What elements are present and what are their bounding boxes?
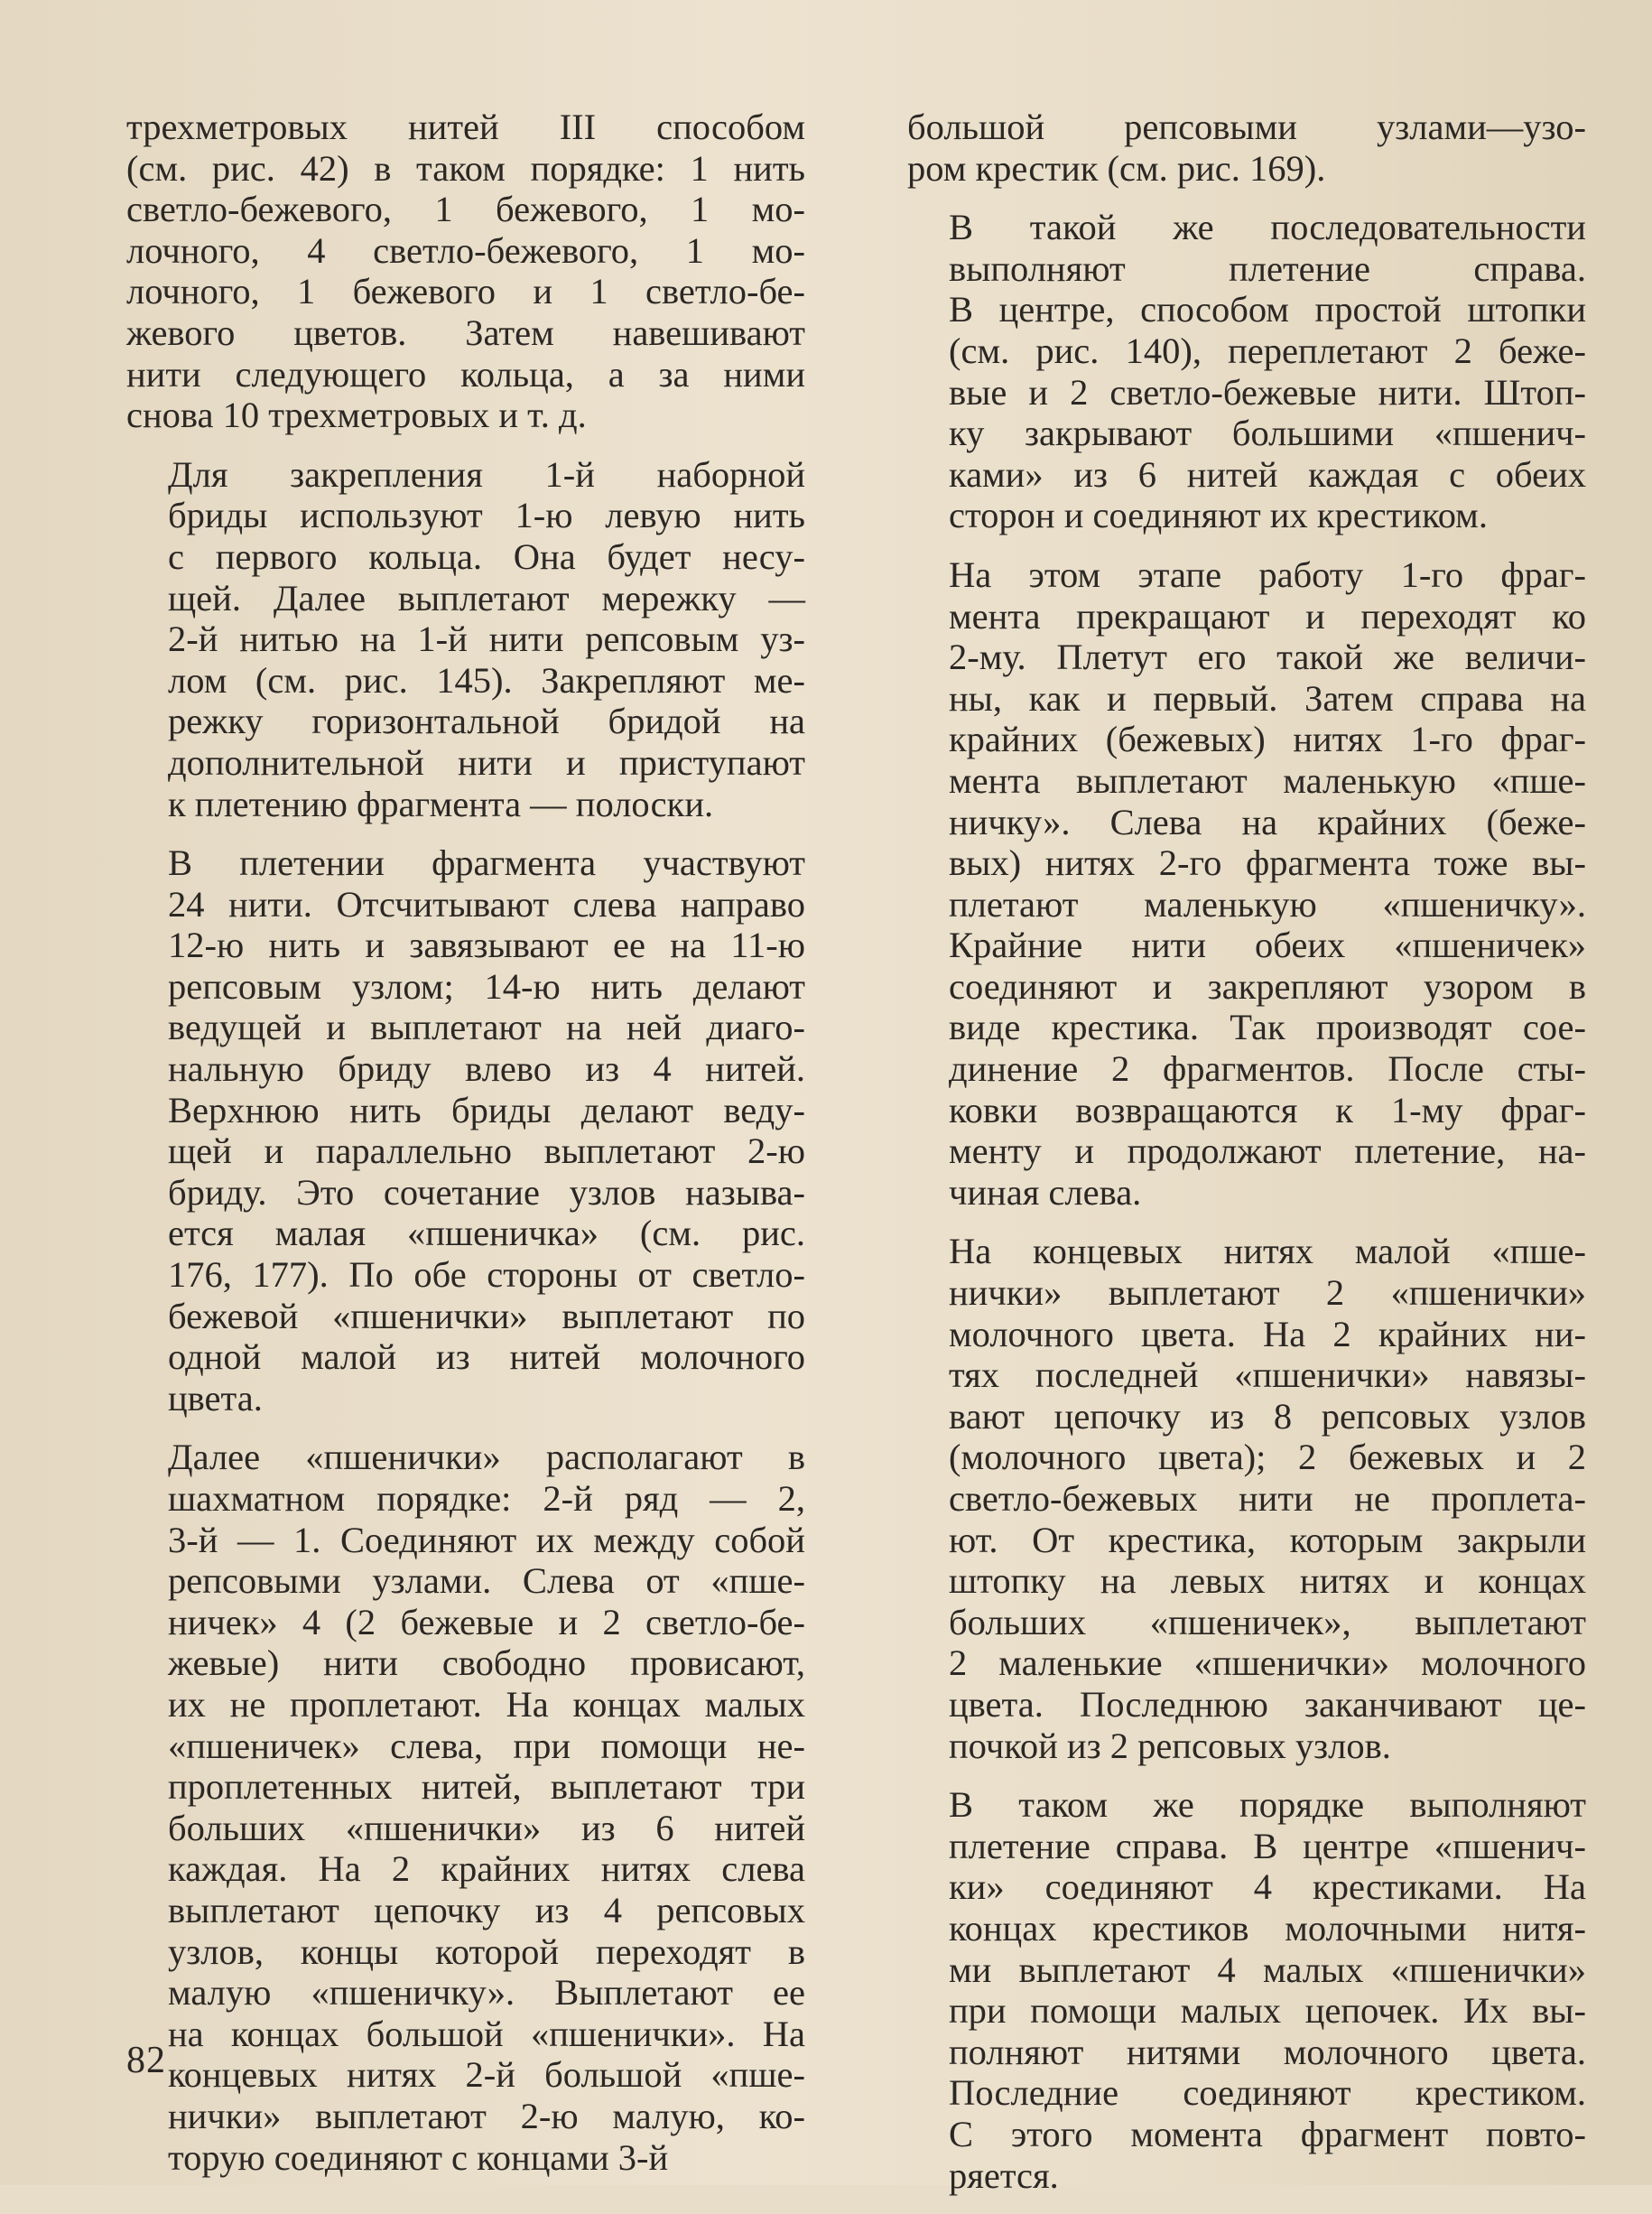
text-line: концевых нитях 2-й большой «пше- bbox=[168, 2054, 805, 2096]
text-line: больших «пшеничек», выплетают bbox=[949, 1601, 1586, 1642]
text-line: ведущей и выплетают на ней диаго- bbox=[168, 1007, 805, 1048]
text-line: дополнительной нити и приступают bbox=[168, 741, 805, 783]
text-line: ми выплетают 4 малых «пшенички» bbox=[949, 1949, 1586, 1990]
text-line: проплетенных нитей, выплетают три bbox=[168, 1766, 805, 1808]
text-line: ром крестик (см. рис. 169). bbox=[907, 147, 1326, 189]
text-line: жевые) нити свободно провисают, bbox=[168, 1642, 805, 1684]
text-line: ковки возвращаются к 1-му фраг- bbox=[949, 1089, 1586, 1130]
text-line: каждая. На 2 крайних нитях слева bbox=[168, 1848, 805, 1890]
text-line: «пшеничек» слева, при помощи не- bbox=[168, 1725, 805, 1766]
text-line: светло-бежевого, 1 бежевого, 1 мо- bbox=[126, 189, 805, 230]
text-line: узлов, концы которой переходят в bbox=[168, 1930, 805, 1972]
text-line: полняют нитями молочного цвета. bbox=[949, 2031, 1586, 2072]
text-line: ют. От крестика, которым закрыли bbox=[949, 1519, 1586, 1560]
text-line: нити следующего кольца, а за ними bbox=[126, 353, 805, 395]
text-line: мента прекращают и переходят ко bbox=[949, 595, 1586, 637]
text-line: сторон и соединяют их крестиком. bbox=[949, 495, 1488, 536]
paragraph bbox=[907, 207, 1586, 536]
text-line: ничку». Слева на крайних (беже- bbox=[949, 801, 1586, 842]
text-line: щей. Далее выплетают мережку — bbox=[168, 577, 805, 619]
text-line: штопку на левых нитях и концах bbox=[949, 1560, 1586, 1602]
text-line: одной малой из нитей молочного bbox=[168, 1336, 805, 1378]
text-line: нички» выплетают 2-ю малую, ко- bbox=[168, 2095, 805, 2136]
text-line: жевого цветов. Затем навешивают bbox=[126, 312, 805, 353]
text-line: Для закрепления 1-й наборной bbox=[168, 453, 805, 495]
text-line: режку горизонтальной бридой на bbox=[168, 701, 805, 742]
paragraph bbox=[126, 107, 805, 436]
paragraph bbox=[907, 554, 1586, 1214]
text-line: бриду. Это сочетание узлов называ- bbox=[168, 1171, 805, 1213]
text-line: 3-й — 1. Соединяют их между собой bbox=[168, 1519, 805, 1560]
text-line: торую соединяют с концами 3-й bbox=[168, 2136, 669, 2178]
text-line: снова 10 трехметровых и т. д. bbox=[126, 395, 587, 436]
text-line: лочного, 1 бежевого и 1 светло-бе- bbox=[126, 271, 805, 312]
text-line: (молочного цвета); 2 бежевых и 2 bbox=[949, 1437, 1586, 1478]
text-line: 176, 177). По обе стороны от светло- bbox=[168, 1254, 805, 1296]
text-line: выплетают цепочку из 4 репсовых bbox=[168, 1889, 805, 1930]
text-line: 24 нити. Отсчитывают слева направо bbox=[168, 883, 805, 925]
text-line: больших «пшенички» из 6 нитей bbox=[168, 1807, 805, 1848]
text-line: их не проплетают. На концах малых bbox=[168, 1683, 805, 1725]
text-line: крайних (бежевых) нитях 1-го фраг- bbox=[949, 719, 1586, 760]
text-line: плетение справа. В центре «пшенич- bbox=[949, 1825, 1586, 1866]
text-line: На этом этапе работу 1-го фраг- bbox=[949, 554, 1586, 595]
text-line: трехметровых нитей III способом bbox=[126, 107, 805, 147]
text-line: 2 маленькие «пшенички» молочного bbox=[949, 1642, 1586, 1684]
left-column bbox=[126, 107, 805, 2196]
text-line: 2-му. Плетут его такой же величи- bbox=[949, 637, 1586, 678]
text-line: бежевой «пшенички» выплетают по bbox=[168, 1295, 805, 1336]
text-line: Последние соединяют крестиком. bbox=[949, 2072, 1586, 2114]
paragraph bbox=[126, 1437, 805, 2178]
text-line: репсовыми узлами. Слева от «пше- bbox=[168, 1560, 805, 1602]
text-line: репсовым узлом; 14-ю нить делают bbox=[168, 965, 805, 1007]
text-line: ки» соединяют 4 крестиками. На bbox=[949, 1866, 1586, 1908]
text-line: ряется. bbox=[949, 2154, 1059, 2196]
text-line: ками» из 6 нитей каждая с обеих bbox=[949, 453, 1586, 495]
text-line: В плетении фрагмента участвуют bbox=[168, 842, 805, 884]
text-line: Верхнюю нить бриды делают веду- bbox=[168, 1089, 805, 1130]
text-line: тях последней «пшенички» навязы- bbox=[949, 1354, 1586, 1396]
text-line: (см. рис. 140), переплетают 2 беже- bbox=[949, 330, 1586, 371]
text-line: В таком же порядке выполняют bbox=[949, 1784, 1586, 1826]
text-line: Крайние нити обеих «пшеничек» bbox=[949, 925, 1586, 966]
text-line: лом (см. рис. 145). Закрепляют ме- bbox=[168, 659, 805, 701]
text-line: выполняют плетение справа. bbox=[949, 247, 1586, 289]
text-line: нальную бриду влево из 4 нитей. bbox=[168, 1048, 805, 1090]
text-line: вые и 2 светло-бежевые нити. Штоп- bbox=[949, 371, 1586, 413]
text-line: мента выплетают маленькую «пше- bbox=[949, 759, 1586, 801]
text-line: ку закрывают большими «пшенич- bbox=[949, 413, 1586, 454]
text-line: малую «пшеничку». Выплетают ее bbox=[168, 1972, 805, 2014]
text-line: ется малая «пшеничка» (см. рис. bbox=[168, 1213, 805, 1254]
text-line: 12-ю нить и завязывают ее на 11-ю bbox=[168, 925, 805, 966]
text-line: нички» выплетают 2 «пшенички» bbox=[949, 1272, 1586, 1314]
text-line: большой репсовыми узлами—узо- bbox=[907, 107, 1586, 147]
page-number: 82 bbox=[126, 2040, 166, 2081]
text-line: 2-й нитью на 1-й нити репсовым уз- bbox=[168, 619, 805, 660]
text-line: чиная слева. bbox=[949, 1171, 1142, 1213]
text-line: соединяют и закрепляют узором в bbox=[949, 965, 1586, 1007]
text-line: виде крестика. Так производят сое- bbox=[949, 1007, 1586, 1048]
text-line: С этого момента фрагмент повто- bbox=[949, 2113, 1586, 2154]
text-line: вых) нитях 2-го фрагмента тоже вы- bbox=[949, 842, 1586, 884]
text-line: при помощи малых цепочек. Их вы- bbox=[949, 1990, 1586, 2032]
text-line: бриды используют 1-ю левую нить bbox=[168, 495, 805, 536]
text-line: почкой из 2 репсовых узлов. bbox=[949, 1725, 1391, 1766]
right-column bbox=[907, 107, 1586, 2214]
text-line: В такой же последовательности bbox=[949, 207, 1586, 248]
paragraph bbox=[907, 1784, 1586, 2196]
text-line: лочного, 4 светло-бежевого, 1 мо- bbox=[126, 229, 805, 271]
text-line: ны, как и первый. Затем справа на bbox=[949, 677, 1586, 719]
paragraph bbox=[126, 454, 805, 824]
text-line: Далее «пшенички» располагают в bbox=[168, 1437, 805, 1478]
text-line: с первого кольца. Она будет несу- bbox=[168, 535, 805, 577]
paragraph bbox=[907, 1231, 1586, 1766]
text-line: плетают маленькую «пшеничку». bbox=[949, 883, 1586, 925]
text-line: к плетению фрагмента — полоски. bbox=[168, 783, 714, 824]
text-line: динение 2 фрагментов. После сты- bbox=[949, 1048, 1586, 1090]
text-line: менту и продолжают плетение, на- bbox=[949, 1130, 1586, 1172]
paragraph bbox=[907, 107, 1586, 189]
text-line: На концевых нитях малой «пше- bbox=[949, 1231, 1586, 1272]
text-line: шахматном порядке: 2-й ряд — 2, bbox=[168, 1478, 805, 1519]
text-line: (см. рис. 42) в таком порядке: 1 нить bbox=[126, 147, 805, 189]
text-line: В центре, способом простой штопки bbox=[949, 289, 1586, 330]
text-line: цвета. Последнюю заканчивают це- bbox=[949, 1683, 1586, 1725]
text-line: молочного цвета. На 2 крайних ни- bbox=[949, 1313, 1586, 1354]
paragraph bbox=[126, 842, 805, 1419]
text-line: ничек» 4 (2 бежевые и 2 светло-бе- bbox=[168, 1601, 805, 1642]
text-line: концах крестиков молочными нитя- bbox=[949, 1907, 1586, 1949]
text-line: светло-бежевых нити не проплета- bbox=[949, 1478, 1586, 1519]
text-line: вают цепочку из 8 репсовых узлов bbox=[949, 1395, 1586, 1437]
text-line: цвета. bbox=[168, 1377, 263, 1419]
text-line: щей и параллельно выплетают 2-ю bbox=[168, 1130, 805, 1172]
text-line: на концах большой «пшенички». На bbox=[168, 2013, 805, 2054]
